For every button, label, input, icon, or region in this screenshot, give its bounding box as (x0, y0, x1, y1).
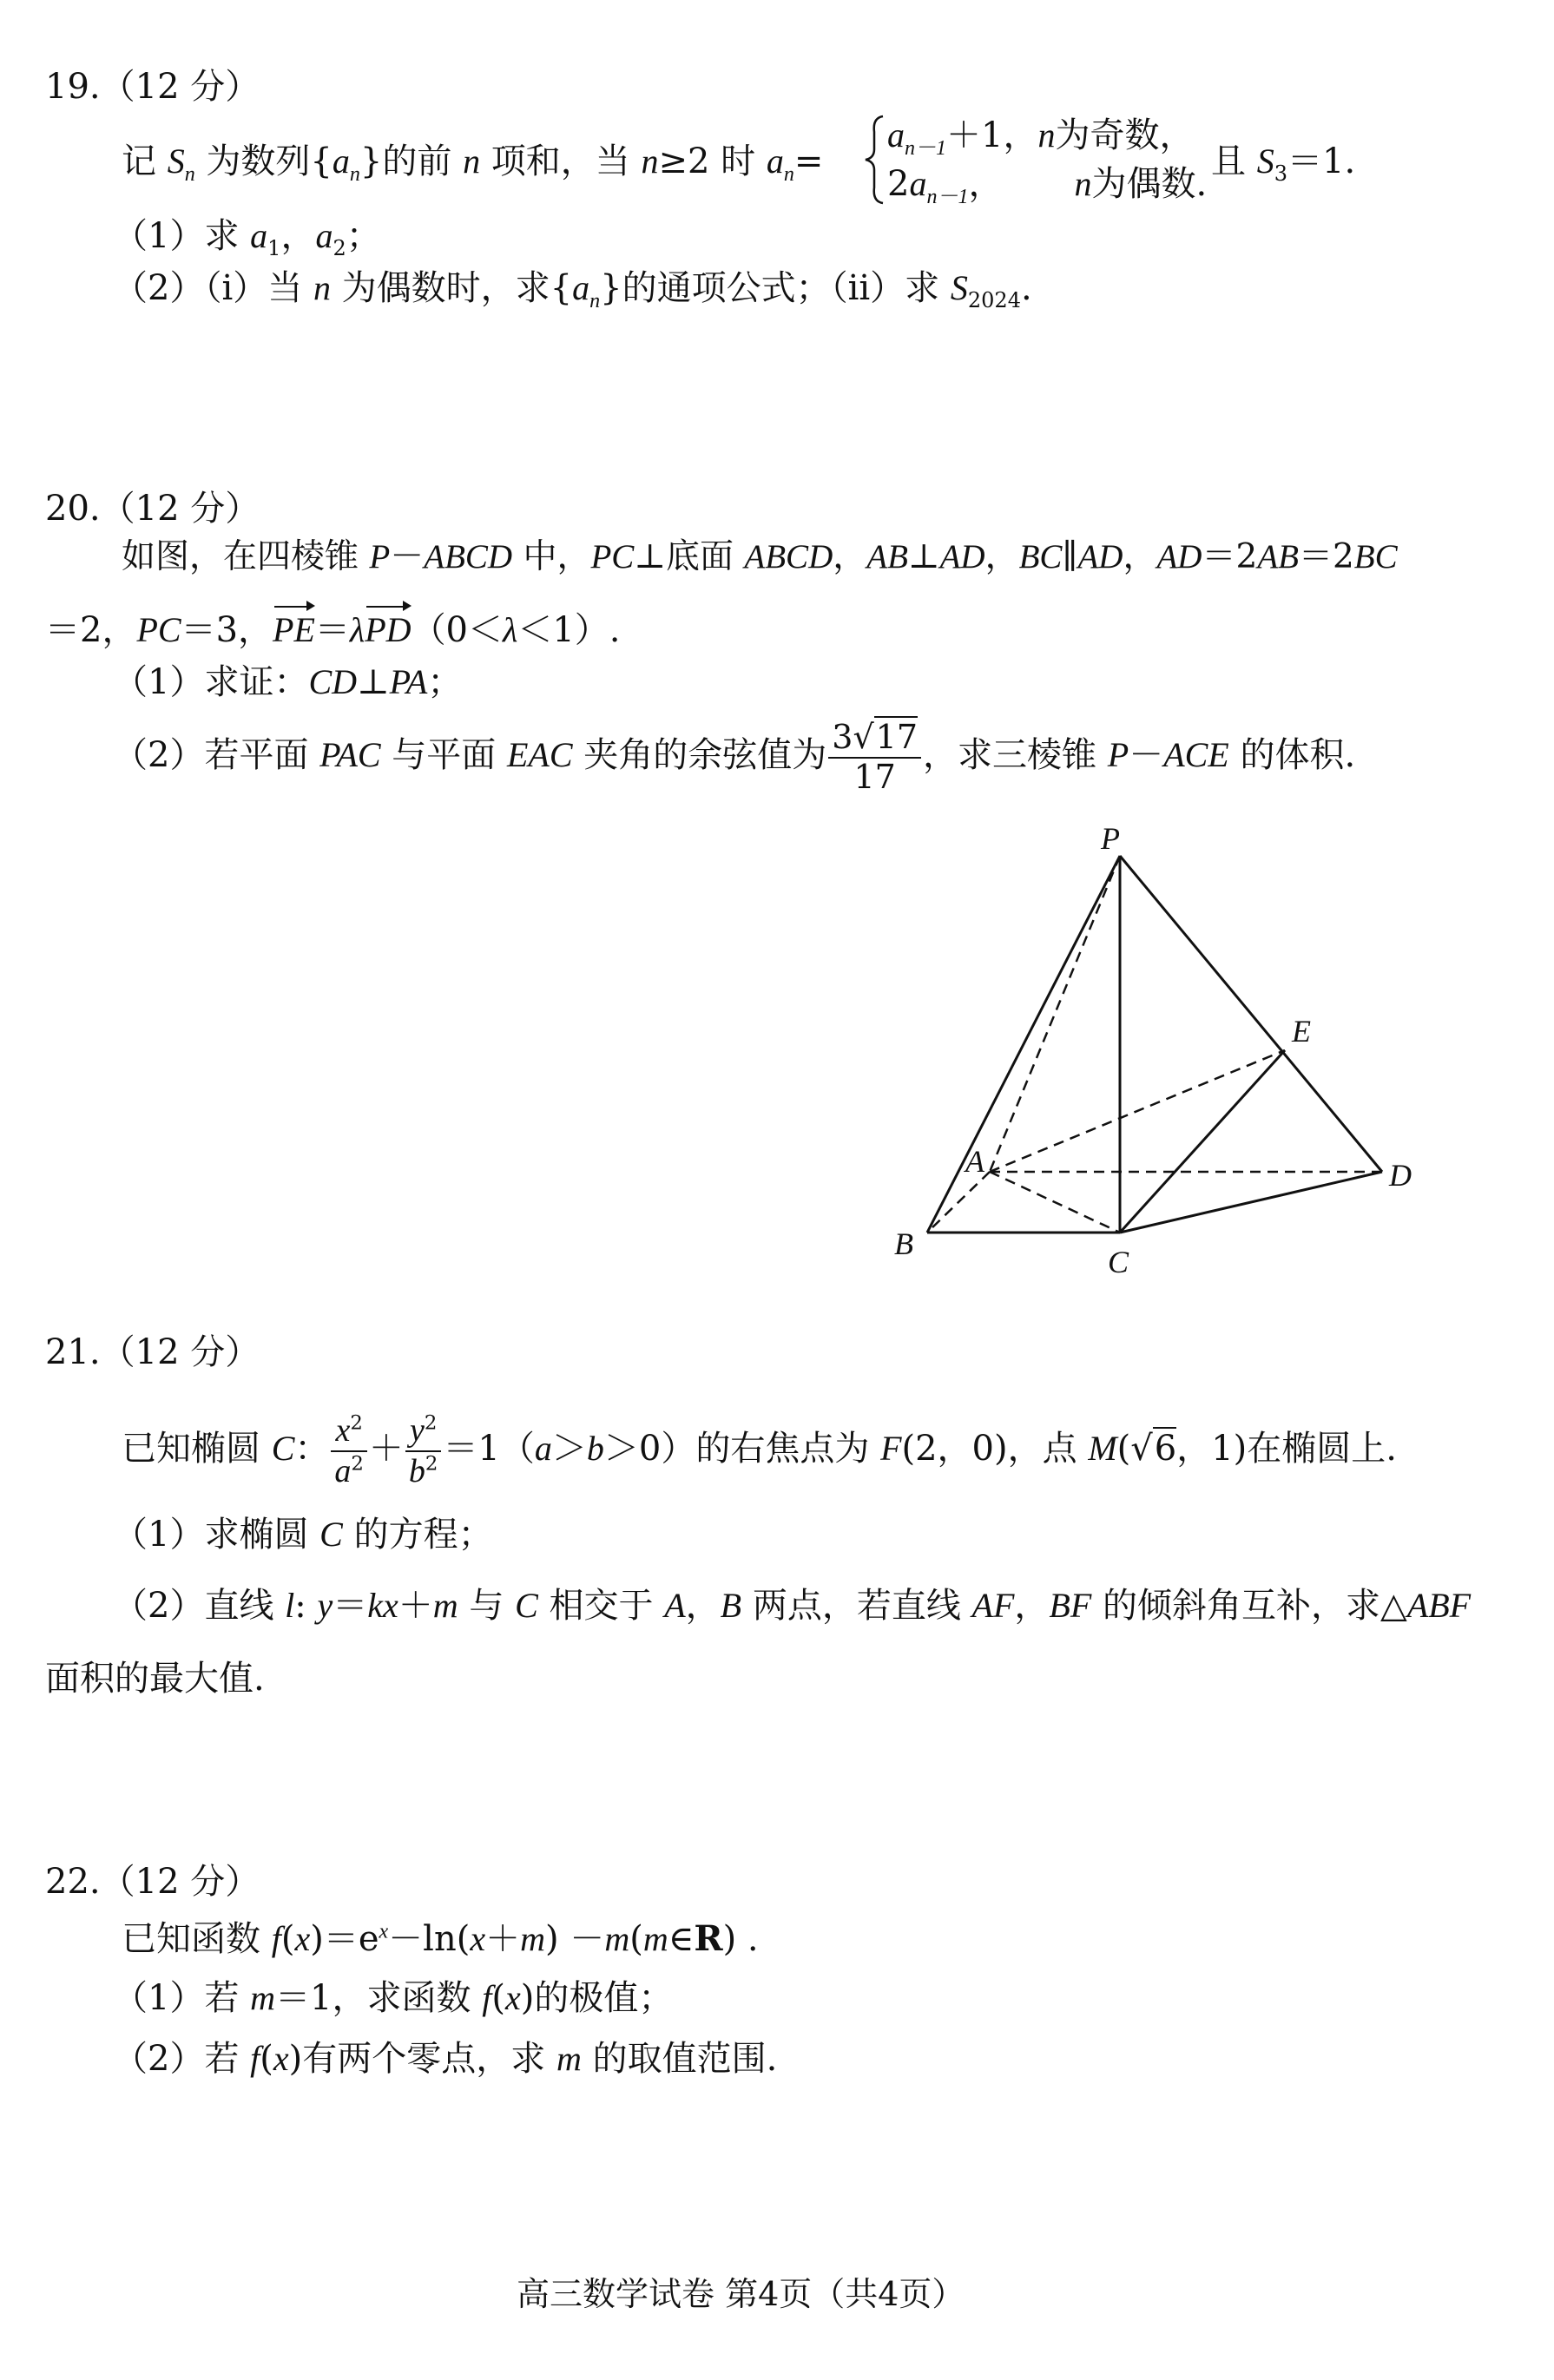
q22-stem: 已知函数 $f(x)=e^x-\ln(x+m)$ －m(m∈R) . (122, 1918, 759, 1959)
vector-pe: PE (273, 610, 315, 649)
q19-part2: （2）（i）当 n 为偶数时，求$\{a_n\}$的通项公式；（ii）求 $S_{2024}$. (113, 268, 1032, 312)
q19-stem-left: 记 $S_n$ 为数列$\{a_n\}$的前 n 项和，当 n≥2 时 $a_n=$ (122, 141, 824, 186)
edge-ab (927, 1172, 990, 1233)
q20-part1: （1）求证：CD⊥PA； (113, 662, 463, 702)
cosine-fraction: $\frac{3√17}{17}$ (828, 720, 921, 795)
q20-number: 20. (45, 489, 101, 529)
piecewise-brace (864, 115, 886, 205)
q19-part1: （1）求 $a_1$，$a_2$； (113, 216, 381, 260)
q21-stem: 已知椭圆 C： $\frac{x^2}{a^2}$ ＋ $\frac{y^2}{b^2}$ ＝1（a＞b＞0）的右焦点为 F(2，0)，点 M(√6，1)在椭圆上. (122, 1411, 1397, 1489)
q20-score: （12 分） (100, 489, 260, 529)
edge-pd (1120, 856, 1382, 1172)
ellipse-y-fraction: $\frac{y^2}{b^2}$ (405, 1413, 442, 1489)
ellipse-x-fraction: $\frac{x^2}{a^2}$ (331, 1413, 367, 1489)
vertex-b-label: B (894, 1226, 913, 1261)
q22-part1: （1）若 m＝1，求函数 f(x)的极值； (113, 1978, 674, 2018)
edge-ce (1120, 1050, 1285, 1233)
q20-line1: 如图，在四棱锥 P－ABCD 中，PC⊥底面 ABCD，AB⊥AD，BC∥AD，AD＝2AB＝2BC (122, 537, 1398, 576)
q19-stem-right: 且 $S_3=1$. (1211, 141, 1356, 186)
q19-number: 19. (45, 67, 101, 107)
vertex-c-label: C (1108, 1245, 1129, 1279)
edge-cd (1120, 1172, 1382, 1233)
pyramid-figure (868, 816, 1459, 1293)
vector-pd: PD (365, 610, 412, 649)
vertex-d-label: D (1389, 1158, 1412, 1193)
q19-score: （12 分） (100, 67, 260, 107)
q21-part2: （2）直线 l: y＝kx＋m 与 C 相交于 A，B 两点，若直线 AF，BF 的倾斜角互补，求△ABF (113, 1586, 1472, 1626)
page-footer: 高三数学试卷 第4页（共4页） (517, 2275, 965, 2313)
edge-ac (990, 1172, 1120, 1233)
edge-pb (927, 856, 1120, 1233)
vertex-a-label: A (965, 1144, 984, 1179)
edge-pa (990, 856, 1120, 1172)
q19-case-odd: $a_{n-1}+1$，n为奇数， (887, 115, 1195, 160)
q21-score: （12 分） (100, 1332, 260, 1372)
q22-number: 22. (45, 1862, 101, 1902)
q20-heading (45, 489, 260, 529)
q22-part2: （2）若 f(x)有两个零点，求 m 的取值范围. (113, 2039, 778, 2079)
q19-case-even: $2a_{n-1}$， n为偶数. (887, 164, 1208, 208)
q22-heading (45, 1862, 260, 1902)
q19-heading (45, 67, 260, 107)
q21-heading (45, 1332, 260, 1372)
vertex-e-label: E (1292, 1014, 1311, 1049)
q21-part1: （1）求椭圆 C 的方程； (113, 1515, 493, 1555)
q20-line2: ＝2，PC＝3，PE＝λPD（0＜λ＜1）. (45, 610, 621, 650)
q21-part2-cont: 面积的最大值. (45, 1659, 265, 1699)
q22-score: （12 分） (100, 1862, 260, 1902)
q21-number: 21. (45, 1332, 101, 1372)
vertex-p-label: P (1101, 821, 1120, 856)
q20-part2: （2）若平面 PAC 与平面 EAC 夹角的余弦值为 $\frac{3√17}{17}$ ，求三棱锥 P－ACE 的体积. (113, 718, 1356, 796)
edge-ae (990, 1050, 1285, 1172)
